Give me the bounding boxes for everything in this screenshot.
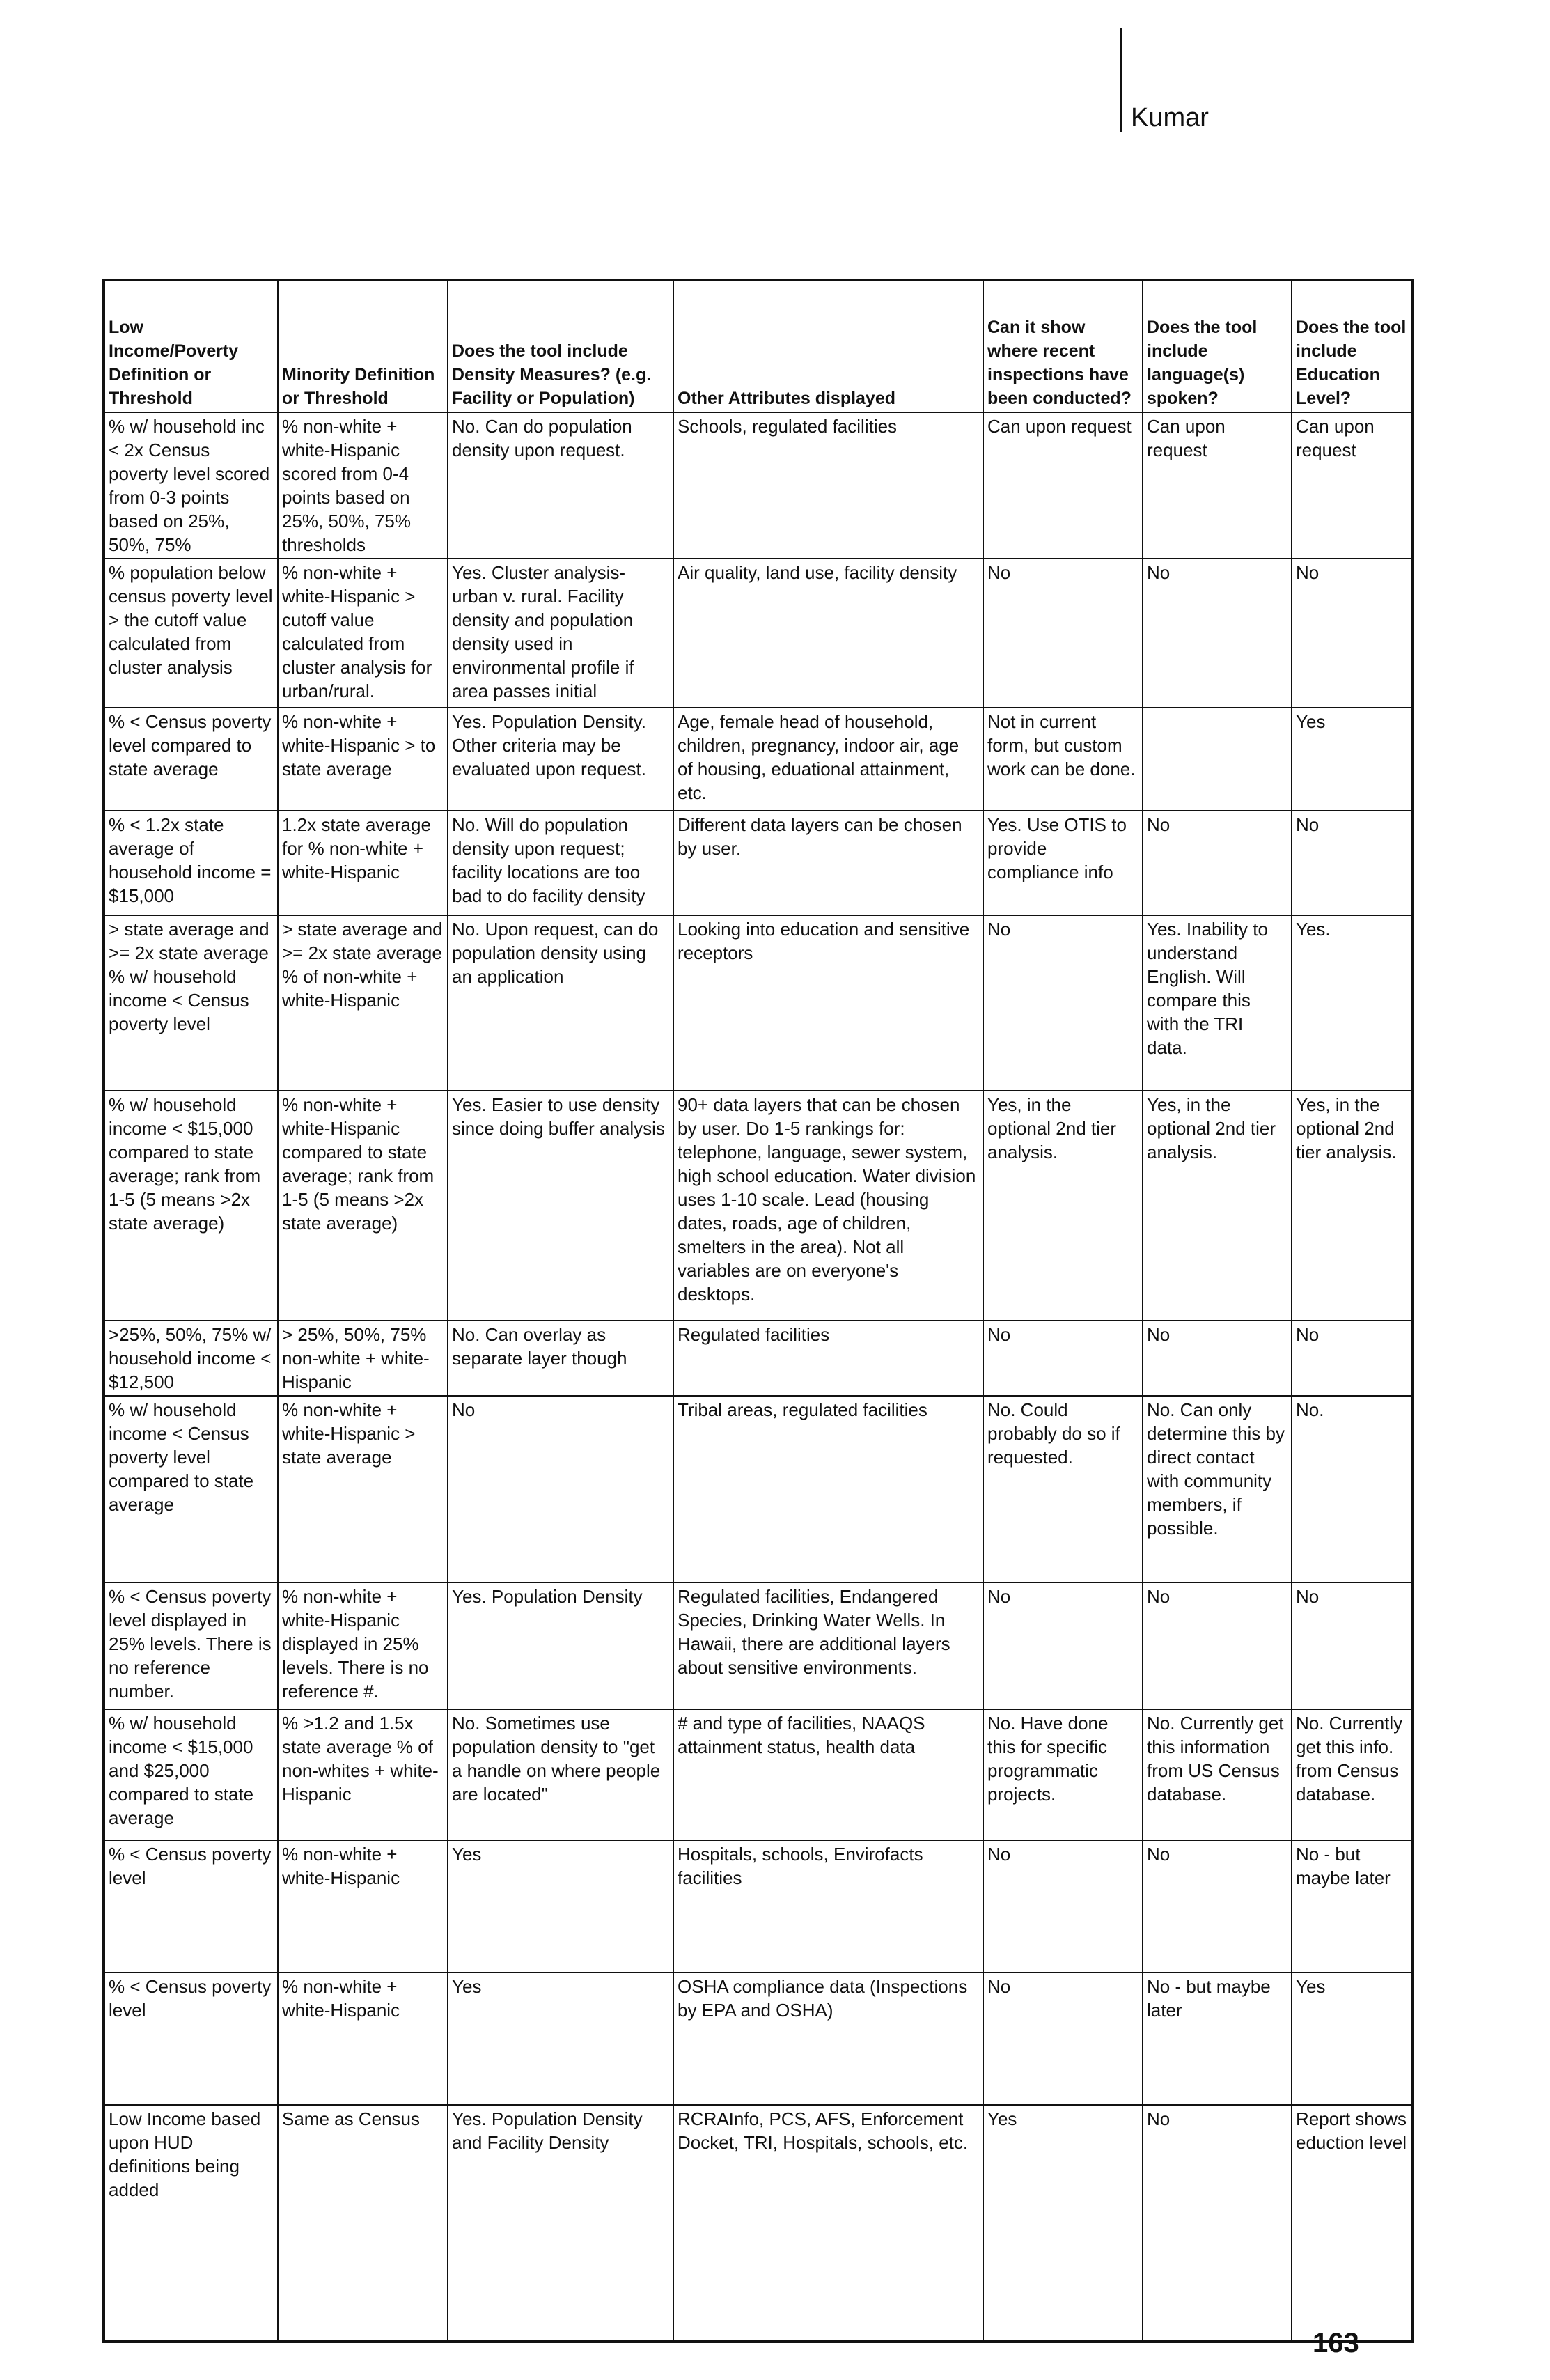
comparison-table [102, 279, 1414, 2343]
table-cell: Yes, in the optional 2nd tier analysis. [1143, 1091, 1292, 1321]
table-row [104, 2105, 1412, 2342]
table-cell: Can upon request [1143, 412, 1292, 559]
table-cell: No. Could probably do so if requested. [983, 1396, 1143, 1582]
table-cell: No. Can overlay as separate layer though [448, 1321, 673, 1396]
table-cell: No [983, 1973, 1143, 2105]
table-cell: No. Can do population density upon request. [448, 412, 673, 559]
table-cell: % < 1.2x state average of household income = $15,000 [104, 811, 278, 915]
table-cell: No. Have done this for specific programmatic projects. [983, 1709, 1143, 1840]
table-cell: Different data layers can be chosen by user. [673, 811, 983, 915]
table-row [104, 412, 1412, 559]
table-cell: % non-white + white-Hispanic > state average [278, 1396, 448, 1582]
table-cell: > state average and >= 2x state average % w/ household income < Census poverty level [104, 915, 278, 1091]
column-header: Does the tool include Education Level? [1292, 280, 1412, 412]
table-cell: Yes, in the optional 2nd tier analysis. [983, 1091, 1143, 1321]
running-header-author: Kumar [1131, 103, 1209, 132]
table-cell: No [1292, 1582, 1412, 1709]
table-cell: Yes. Easier to use density since doing buffer analysis [448, 1091, 673, 1321]
table-row [104, 1321, 1412, 1396]
table-cell: Report shows eduction level [1292, 2105, 1412, 2342]
table-cell: Looking into education and sensitive receptors [673, 915, 983, 1091]
table-body [104, 412, 1412, 2342]
table-cell: No [983, 1321, 1143, 1396]
table-row [104, 915, 1412, 1091]
table-cell: >25%, 50%, 75% w/ household income < $12,500 [104, 1321, 278, 1396]
table-row [104, 1091, 1412, 1321]
table-cell: % non-white + white-Hispanic displayed in 25% levels. There is no reference #. [278, 1582, 448, 1709]
table-cell [1143, 708, 1292, 811]
table-cell: No [1143, 2105, 1292, 2342]
table-cell: No. [1292, 1396, 1412, 1582]
header-rule [1120, 28, 1122, 132]
table-cell: Regulated facilities [673, 1321, 983, 1396]
table-cell: % w/ household income < $15,000 compared to state average; rank from 1-5 (5 means >2x state average) [104, 1091, 278, 1321]
table-cell: No. Can only determine this by direct contact with community members, if possible. [1143, 1396, 1292, 1582]
table-cell: Air quality, land use, facility density [673, 559, 983, 708]
table-cell: Low Income based upon HUD definitions being added [104, 2105, 278, 2342]
table-cell: No [1292, 811, 1412, 915]
table-header-row [104, 280, 1412, 412]
table-cell: Yes. Cluster analysis-urban v. rural. Facility density and population density used in environmental profile if area passes initial [448, 559, 673, 708]
table-cell: Yes. Population Density. Other criteria may be evaluated upon request. [448, 708, 673, 811]
table-cell: % non-white + white-Hispanic compared to state average; rank from 1-5 (5 means >2x state average) [278, 1091, 448, 1321]
table-cell: % < Census poverty level [104, 1973, 278, 2105]
table-cell: No - but maybe later [1143, 1973, 1292, 2105]
table-row [104, 1840, 1412, 1973]
column-header: Does the tool include Density Measures? (e.g. Facility or Population) [448, 280, 673, 412]
table-cell: Yes. Use OTIS to provide compliance info [983, 811, 1143, 915]
table-cell: % non-white + white-Hispanic [278, 1973, 448, 2105]
table-cell: 1.2x state average for % non-white + white-Hispanic [278, 811, 448, 915]
table-cell: Yes [1292, 708, 1412, 811]
column-header: Minority Definition or Threshold [278, 280, 448, 412]
table-cell: Hospitals, schools, Envirofacts facilities [673, 1840, 983, 1973]
table-cell: Regulated facilities, Endangered Species, Drinking Water Wells. In Hawaii, there are additional layers about sensitive environments. [673, 1582, 983, 1709]
table-row [104, 1709, 1412, 1840]
table-cell: Yes. Population Density and Facility Density [448, 2105, 673, 2342]
column-header: Can it show where recent inspections have been conducted? [983, 280, 1143, 412]
table-cell: Yes [983, 2105, 1143, 2342]
column-header: Low Income/Poverty Definition or Threshold [104, 280, 278, 412]
table-cell: % w/ household income < $15,000 and $25,000 compared to state average [104, 1709, 278, 1840]
column-header: Does the tool include language(s) spoken? [1143, 280, 1292, 412]
table-cell: % w/ household income < Census poverty level compared to state average [104, 1396, 278, 1582]
table-cell: RCRAInfo, PCS, AFS, Enforcement Docket, TRI, Hospitals, schools, etc. [673, 2105, 983, 2342]
table-cell: No [983, 915, 1143, 1091]
table-cell: Tribal areas, regulated facilities [673, 1396, 983, 1582]
table-cell: OSHA compliance data (Inspections by EPA and OSHA) [673, 1973, 983, 2105]
table-cell: Same as Census [278, 2105, 448, 2342]
table-cell: Schools, regulated facilities [673, 412, 983, 559]
column-header: Other Attributes displayed [673, 280, 983, 412]
table-cell: No [983, 559, 1143, 708]
table-cell: No [1143, 1582, 1292, 1709]
table-cell: No. Upon request, can do population density using an application [448, 915, 673, 1091]
table-row [104, 1973, 1412, 2105]
table-cell: % non-white + white-Hispanic [278, 1840, 448, 1973]
table-cell: No - but maybe later [1292, 1840, 1412, 1973]
table-cell: % w/ household inc < 2x Census poverty level scored from 0-3 points based on 25%, 50%, 75% [104, 412, 278, 559]
table-cell: % non-white + white-Hispanic > cutoff value calculated from cluster analysis for urban/rural. [278, 559, 448, 708]
table-cell: Not in current form, but custom work can be done. [983, 708, 1143, 811]
table-row [104, 559, 1412, 708]
table-cell: % non-white + white-Hispanic > to state average [278, 708, 448, 811]
table-cell: Can upon request [983, 412, 1143, 559]
table-row [104, 708, 1412, 811]
table-cell: Yes [448, 1973, 673, 2105]
table-cell: % < Census poverty level displayed in 25% levels. There is no reference number. [104, 1582, 278, 1709]
table-cell: % >1.2 and 1.5x state average % of non-whites + white-Hispanic [278, 1709, 448, 1840]
table-cell: No. Will do population density upon request; facility locations are too bad to do facility density [448, 811, 673, 915]
table-row [104, 1582, 1412, 1709]
table-cell: > state average and >= 2x state average % of non-white + white-Hispanic [278, 915, 448, 1091]
table-cell: Can upon request [1292, 412, 1412, 559]
page-number: 163 [1313, 2328, 1359, 2358]
table-cell: No [983, 1840, 1143, 1973]
table-cell: Yes. Population Density [448, 1582, 673, 1709]
table-cell: Age, female head of household, children, pregnancy, indoor air, age of housing, eduational attainment, etc. [673, 708, 983, 811]
table-cell: 90+ data layers that can be chosen by user. Do 1-5 rankings for: telephone, language, sewer system, high school education. Water division uses 1-10 scale. Lead (housing dates, roads, age of children, smelters in the area). Not all variables are on everyone's desktops. [673, 1091, 983, 1321]
table-cell: % < Census poverty level compared to state average [104, 708, 278, 811]
table-cell: Yes. [1292, 915, 1412, 1091]
table-cell: No. Currently get this information from US Census database. [1143, 1709, 1292, 1840]
table-cell: Yes [1292, 1973, 1412, 2105]
table-cell: No [1292, 1321, 1412, 1396]
table-cell: No. Sometimes use population density to "get a handle on where people are located" [448, 1709, 673, 1840]
table-cell: No [1143, 1321, 1292, 1396]
table-cell: Yes. Inability to understand English. Will compare this with the TRI data. [1143, 915, 1292, 1091]
table-cell: % non-white + white-Hispanic scored from 0-4 points based on 25%, 50%, 75% thresholds [278, 412, 448, 559]
table-cell: No [1143, 559, 1292, 708]
table-cell: No [1143, 1840, 1292, 1973]
table-cell: No [1143, 811, 1292, 915]
table-cell: No [1292, 559, 1412, 708]
table-cell: > 25%, 50%, 75% non-white + white-Hispanic [278, 1321, 448, 1396]
table-row [104, 811, 1412, 915]
table-cell: No. Currently get this info. from Census database. [1292, 1709, 1412, 1840]
table-cell: % population below census poverty level > the cutoff value calculated from cluster analysis [104, 559, 278, 708]
table-cell: # and type of facilities, NAAQS attainment status, health data [673, 1709, 983, 1840]
table-cell: Yes [448, 1840, 673, 1973]
table-cell: No [448, 1396, 673, 1582]
table-cell: No [983, 1582, 1143, 1709]
table-cell: Yes, in the optional 2nd tier analysis. [1292, 1091, 1412, 1321]
table-row [104, 1396, 1412, 1582]
table-cell: % < Census poverty level [104, 1840, 278, 1973]
